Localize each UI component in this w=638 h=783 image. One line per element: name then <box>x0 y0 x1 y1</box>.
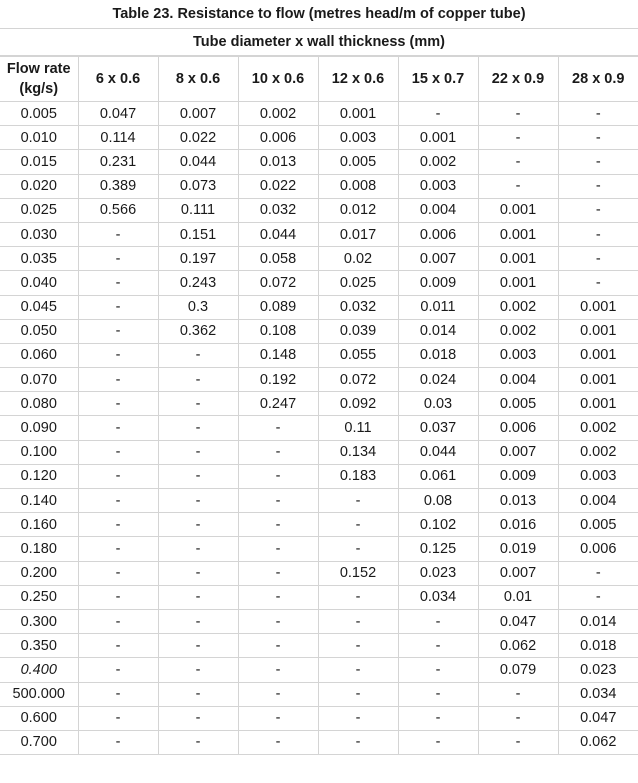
flow-rate-cell: 0.040 <box>0 271 78 295</box>
value-cell: 0.134 <box>318 440 398 464</box>
column-header: 28 x 0.9 <box>558 57 638 102</box>
flow-rate-cell: 0.010 <box>0 126 78 150</box>
table-row <box>0 658 638 682</box>
value-cell: 0.016 <box>478 513 558 537</box>
flow-rate-cell: 0.700 <box>0 730 78 754</box>
value-cell: 0.018 <box>558 634 638 658</box>
flow-rate-cell: 0.045 <box>0 295 78 319</box>
value-cell: 0.007 <box>158 102 238 126</box>
value-cell: 0.007 <box>478 561 558 585</box>
value-cell: - <box>78 513 158 537</box>
table-row <box>0 368 638 392</box>
value-cell: 0.037 <box>398 416 478 440</box>
value-cell: - <box>238 440 318 464</box>
header-row <box>0 57 638 102</box>
value-cell: 0.197 <box>158 247 238 271</box>
value-cell: - <box>238 537 318 561</box>
value-cell: 0.007 <box>478 440 558 464</box>
flow-rate-cell: 0.250 <box>0 585 78 609</box>
value-cell: - <box>398 634 478 658</box>
value-cell: - <box>478 174 558 198</box>
value-cell: - <box>78 464 158 488</box>
value-cell: 0.001 <box>558 343 638 367</box>
value-cell: - <box>78 416 158 440</box>
value-cell: 0.019 <box>478 537 558 561</box>
table-row <box>0 730 638 754</box>
value-cell: - <box>78 658 158 682</box>
value-cell: - <box>238 609 318 633</box>
column-header: 10 x 0.6 <box>238 57 318 102</box>
value-cell: - <box>478 706 558 730</box>
value-cell: 0.125 <box>398 537 478 561</box>
value-cell: - <box>158 464 238 488</box>
flow-rate-header <box>0 57 78 102</box>
value-cell: 0.092 <box>318 392 398 416</box>
flow-rate-cell: 0.080 <box>0 392 78 416</box>
value-cell: 0.002 <box>558 440 638 464</box>
table-row <box>0 102 638 126</box>
value-cell: 0.017 <box>318 222 398 246</box>
flow-rate-cell: 0.300 <box>0 609 78 633</box>
value-cell: - <box>78 585 158 609</box>
value-cell: - <box>158 585 238 609</box>
flow-rate-cell: 0.015 <box>0 150 78 174</box>
value-cell: 0.011 <box>398 295 478 319</box>
value-cell: - <box>158 392 238 416</box>
table-row <box>0 319 638 343</box>
value-cell: 0.002 <box>558 416 638 440</box>
value-cell: 0.014 <box>398 319 478 343</box>
value-cell: - <box>318 585 398 609</box>
value-cell: 0.001 <box>558 295 638 319</box>
value-cell: - <box>478 126 558 150</box>
value-cell: - <box>78 222 158 246</box>
flow-rate-cell: 0.350 <box>0 634 78 658</box>
value-cell: 0.243 <box>158 271 238 295</box>
value-cell: 0.073 <box>158 174 238 198</box>
table-subtitle: Tube diameter x wall thickness (mm) <box>0 29 638 56</box>
value-cell: 0.047 <box>558 706 638 730</box>
value-cell: 0.08 <box>398 489 478 513</box>
value-cell: - <box>558 102 638 126</box>
value-cell: - <box>78 392 158 416</box>
column-header: 8 x 0.6 <box>158 57 238 102</box>
table-row <box>0 295 638 319</box>
flow-rate-cell: 0.200 <box>0 561 78 585</box>
value-cell: 0.006 <box>478 416 558 440</box>
value-cell: 0.032 <box>238 198 318 222</box>
value-cell: - <box>318 658 398 682</box>
value-cell: 0.111 <box>158 198 238 222</box>
value-cell: 0.009 <box>398 271 478 295</box>
value-cell: 0.006 <box>558 537 638 561</box>
value-cell: 0.108 <box>238 319 318 343</box>
value-cell: 0.151 <box>158 222 238 246</box>
column-header: 6 x 0.6 <box>78 57 158 102</box>
value-cell: 0.001 <box>478 271 558 295</box>
value-cell: - <box>398 658 478 682</box>
value-cell: - <box>398 102 478 126</box>
value-cell: 0.001 <box>478 247 558 271</box>
value-cell: - <box>158 368 238 392</box>
value-cell: - <box>558 150 638 174</box>
value-cell: - <box>318 730 398 754</box>
value-cell: - <box>78 561 158 585</box>
value-cell: 0.03 <box>398 392 478 416</box>
value-cell: 0.01 <box>478 585 558 609</box>
value-cell: - <box>158 706 238 730</box>
value-cell: - <box>478 102 558 126</box>
flow-rate-cell: 0.600 <box>0 706 78 730</box>
value-cell: 0.047 <box>478 609 558 633</box>
value-cell: - <box>558 271 638 295</box>
table-row <box>0 585 638 609</box>
value-cell: 0.005 <box>318 150 398 174</box>
value-cell: 0.013 <box>238 150 318 174</box>
table-row <box>0 537 638 561</box>
value-cell: 0.004 <box>558 489 638 513</box>
flow-rate-cell: 0.050 <box>0 319 78 343</box>
value-cell: 0.183 <box>318 464 398 488</box>
value-cell: - <box>558 585 638 609</box>
value-cell: - <box>398 682 478 706</box>
value-cell: 0.114 <box>78 126 158 150</box>
value-cell: - <box>238 464 318 488</box>
value-cell: 0.044 <box>398 440 478 464</box>
flow-rate-cell: 0.060 <box>0 343 78 367</box>
flow-rate-cell: 0.090 <box>0 416 78 440</box>
value-cell: - <box>158 416 238 440</box>
value-cell: - <box>78 609 158 633</box>
flow-rate-cell: 0.120 <box>0 464 78 488</box>
value-cell: 0.566 <box>78 198 158 222</box>
value-cell: - <box>238 658 318 682</box>
value-cell: 0.003 <box>318 126 398 150</box>
table-row <box>0 416 638 440</box>
flow-rate-cell: 500.000 <box>0 682 78 706</box>
value-cell: 0.062 <box>478 634 558 658</box>
value-cell: 0.072 <box>318 368 398 392</box>
value-cell: 0.001 <box>558 392 638 416</box>
value-cell: - <box>78 271 158 295</box>
value-cell: - <box>158 489 238 513</box>
value-cell: - <box>78 682 158 706</box>
value-cell: - <box>238 585 318 609</box>
table-body <box>0 102 638 755</box>
value-cell: 0.034 <box>398 585 478 609</box>
value-cell: - <box>158 609 238 633</box>
value-cell: - <box>318 634 398 658</box>
value-cell: 0.002 <box>478 295 558 319</box>
value-cell: 0.044 <box>158 150 238 174</box>
value-cell: - <box>78 295 158 319</box>
value-cell: 0.001 <box>558 368 638 392</box>
value-cell: - <box>78 537 158 561</box>
value-cell: 0.044 <box>238 222 318 246</box>
value-cell: 0.005 <box>478 392 558 416</box>
value-cell: 0.004 <box>398 198 478 222</box>
value-cell: 0.102 <box>398 513 478 537</box>
value-cell: 0.02 <box>318 247 398 271</box>
value-cell: - <box>158 561 238 585</box>
value-cell: - <box>78 319 158 343</box>
table-row <box>0 126 638 150</box>
value-cell: 0.247 <box>238 392 318 416</box>
value-cell: 0.002 <box>238 102 318 126</box>
value-cell: 0.024 <box>398 368 478 392</box>
value-cell: 0.389 <box>78 174 158 198</box>
value-cell: - <box>158 513 238 537</box>
value-cell: 0.039 <box>318 319 398 343</box>
value-cell: - <box>238 634 318 658</box>
value-cell: - <box>318 513 398 537</box>
value-cell: 0.013 <box>478 489 558 513</box>
value-cell: 0.018 <box>398 343 478 367</box>
value-cell: 0.002 <box>398 150 478 174</box>
flow-rate-cell: 0.180 <box>0 537 78 561</box>
value-cell: 0.001 <box>478 222 558 246</box>
value-cell: - <box>318 489 398 513</box>
value-cell: - <box>158 440 238 464</box>
value-cell: 0.012 <box>318 198 398 222</box>
value-cell: - <box>238 706 318 730</box>
flow-rate-cell: 0.020 <box>0 174 78 198</box>
value-cell: - <box>78 247 158 271</box>
value-cell: - <box>318 609 398 633</box>
value-cell: - <box>558 126 638 150</box>
value-cell: - <box>318 706 398 730</box>
column-header: 12 x 0.6 <box>318 57 398 102</box>
table-row <box>0 392 638 416</box>
value-cell: - <box>398 730 478 754</box>
value-cell: - <box>158 682 238 706</box>
flow-rate-cell: 0.400 <box>0 658 78 682</box>
value-cell: 0.079 <box>478 658 558 682</box>
value-cell: 0.003 <box>478 343 558 367</box>
value-cell: 0.003 <box>558 464 638 488</box>
value-cell: - <box>78 489 158 513</box>
value-cell: 0.023 <box>558 658 638 682</box>
value-cell: - <box>78 440 158 464</box>
table-row <box>0 609 638 633</box>
flow-rate-cell: 0.100 <box>0 440 78 464</box>
table-row <box>0 440 638 464</box>
table-row <box>0 561 638 585</box>
table-row <box>0 513 638 537</box>
value-cell: 0.022 <box>238 174 318 198</box>
flow-rate-cell: 0.070 <box>0 368 78 392</box>
value-cell: - <box>78 634 158 658</box>
table-row <box>0 198 638 222</box>
value-cell: - <box>238 561 318 585</box>
value-cell: 0.001 <box>478 198 558 222</box>
flow-rate-header-line2: (kg/s) <box>19 81 59 97</box>
value-cell: 0.061 <box>398 464 478 488</box>
table-row <box>0 706 638 730</box>
value-cell: - <box>238 416 318 440</box>
value-cell: - <box>158 343 238 367</box>
value-cell: 0.005 <box>558 513 638 537</box>
table-row <box>0 150 638 174</box>
column-header: 15 x 0.7 <box>398 57 478 102</box>
value-cell: - <box>558 174 638 198</box>
table-row <box>0 489 638 513</box>
value-cell: 0.089 <box>238 295 318 319</box>
value-cell: 0.192 <box>238 368 318 392</box>
flow-rate-cell: 0.035 <box>0 247 78 271</box>
value-cell: 0.023 <box>398 561 478 585</box>
value-cell: - <box>78 730 158 754</box>
table-row <box>0 271 638 295</box>
value-cell: 0.004 <box>478 368 558 392</box>
value-cell: - <box>558 222 638 246</box>
value-cell: - <box>158 634 238 658</box>
value-cell: 0.034 <box>558 682 638 706</box>
value-cell: 0.007 <box>398 247 478 271</box>
value-cell: 0.362 <box>158 319 238 343</box>
flow-rate-cell: 0.140 <box>0 489 78 513</box>
value-cell: - <box>238 489 318 513</box>
flow-rate-cell: 0.025 <box>0 198 78 222</box>
value-cell: 0.008 <box>318 174 398 198</box>
flow-rate-cell: 0.160 <box>0 513 78 537</box>
value-cell: 0.11 <box>318 416 398 440</box>
value-cell: 0.006 <box>238 126 318 150</box>
value-cell: 0.062 <box>558 730 638 754</box>
value-cell: 0.001 <box>398 126 478 150</box>
value-cell: 0.047 <box>78 102 158 126</box>
value-cell: - <box>158 537 238 561</box>
value-cell: - <box>398 609 478 633</box>
table-row <box>0 634 638 658</box>
value-cell: - <box>478 682 558 706</box>
value-cell: - <box>318 537 398 561</box>
value-cell: 0.148 <box>238 343 318 367</box>
table-row <box>0 174 638 198</box>
table-row <box>0 247 638 271</box>
value-cell: - <box>158 658 238 682</box>
value-cell: - <box>558 247 638 271</box>
value-cell: 0.014 <box>558 609 638 633</box>
table-row <box>0 682 638 706</box>
flow-rate-header-line1: Flow rate <box>6 61 71 77</box>
value-cell: 0.3 <box>158 295 238 319</box>
value-cell: 0.152 <box>318 561 398 585</box>
value-cell: - <box>78 368 158 392</box>
resistance-table <box>0 56 638 755</box>
value-cell: - <box>478 730 558 754</box>
value-cell: 0.058 <box>238 247 318 271</box>
value-cell: 0.009 <box>478 464 558 488</box>
value-cell: 0.003 <box>398 174 478 198</box>
table-row <box>0 464 638 488</box>
value-cell: - <box>318 682 398 706</box>
value-cell: - <box>78 343 158 367</box>
table-row <box>0 343 638 367</box>
flow-rate-cell: 0.005 <box>0 102 78 126</box>
value-cell: - <box>238 682 318 706</box>
value-cell: 0.022 <box>158 126 238 150</box>
value-cell: - <box>238 513 318 537</box>
value-cell: 0.001 <box>318 102 398 126</box>
value-cell: - <box>558 198 638 222</box>
value-cell: - <box>78 706 158 730</box>
value-cell: - <box>478 150 558 174</box>
table-title: Table 23. Resistance to flow (metres head/m of copper tube) <box>0 0 638 29</box>
value-cell: 0.025 <box>318 271 398 295</box>
value-cell: 0.055 <box>318 343 398 367</box>
value-cell: 0.006 <box>398 222 478 246</box>
value-cell: - <box>158 730 238 754</box>
column-header: 22 x 0.9 <box>478 57 558 102</box>
value-cell: 0.001 <box>558 319 638 343</box>
value-cell: - <box>238 730 318 754</box>
value-cell: 0.072 <box>238 271 318 295</box>
value-cell: - <box>398 706 478 730</box>
flow-rate-cell: 0.030 <box>0 222 78 246</box>
table-row <box>0 222 638 246</box>
value-cell: 0.002 <box>478 319 558 343</box>
value-cell: 0.032 <box>318 295 398 319</box>
value-cell: - <box>558 561 638 585</box>
value-cell: 0.231 <box>78 150 158 174</box>
